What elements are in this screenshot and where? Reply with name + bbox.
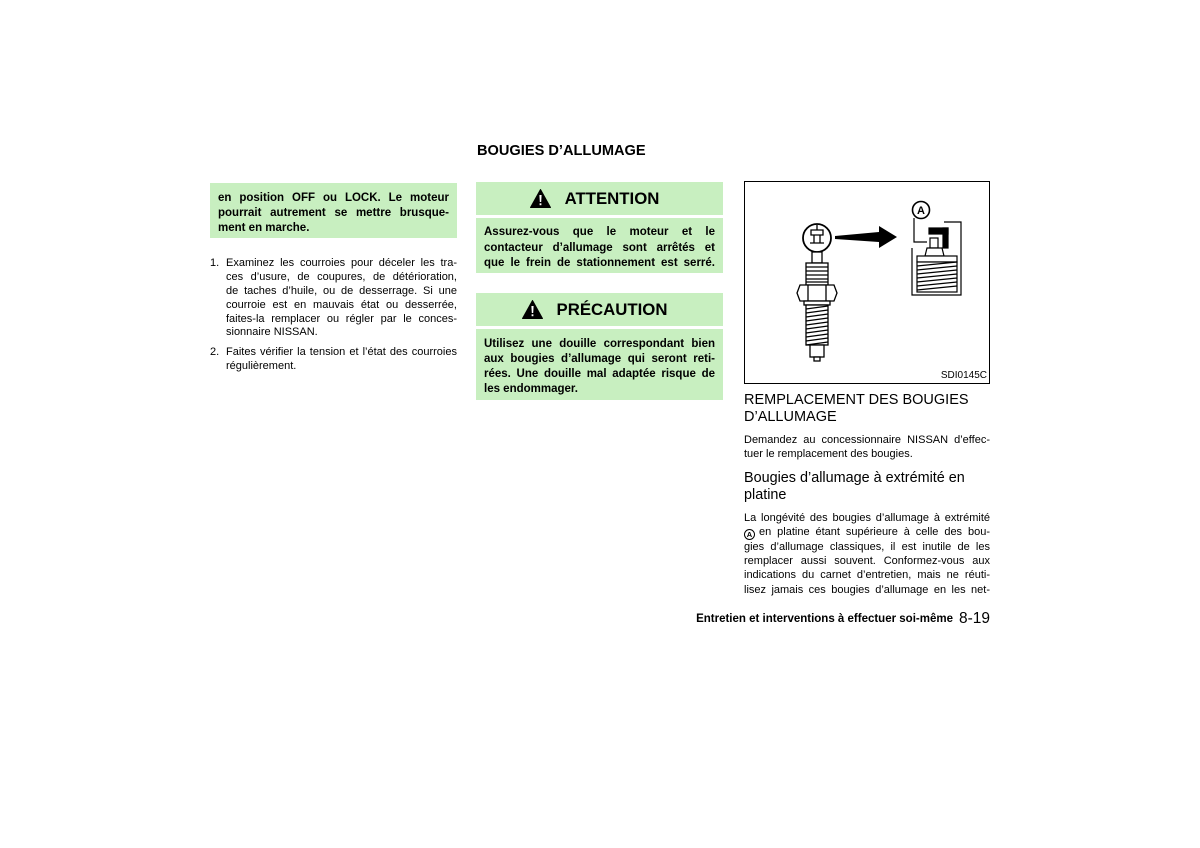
list-item: [210, 257, 457, 340]
paragraph-line: indications du carnet d’entretien, mais ne réuti-: [744, 569, 990, 582]
list-item-line: ces d’usure, de coupures, de détérioration,: [226, 270, 457, 283]
intro-line: tuer le remplacement des bougies.: [744, 448, 913, 461]
arrow-icon: [835, 226, 897, 248]
list-item-line: courroie est en mauvais état ou desserrée,: [226, 298, 457, 311]
intro-line: Demandez au concessionnaire NISSAN d’effec-: [744, 433, 990, 446]
list-marker: 2.: [210, 345, 220, 358]
center-electrode: [930, 238, 938, 248]
zoomed-plug-tip: [917, 228, 957, 292]
paragraph-line-text: en platine étant supérieure à celle des bou-: [759, 526, 990, 539]
warning-exclamation-dot: [539, 203, 541, 205]
page-number: 8-19: [958, 610, 990, 627]
subheading-line: platine: [744, 486, 787, 503]
plug-electrode: [814, 357, 820, 361]
plug-terminal-neck: [812, 252, 822, 263]
paragraph-line: lisez jamais ces bougies d’allumage en les net-: [744, 583, 990, 596]
paragraph-line: La longévité des bougies d’allumage à extrémité: [744, 511, 990, 524]
precaution-body: [476, 329, 723, 400]
subheading-line: Bougies d’allumage à extrémité en: [744, 469, 965, 486]
list-marker: 1.: [210, 257, 220, 269]
list-item-line: régulièrement.: [226, 359, 297, 372]
note-line: ment en marche.: [218, 221, 310, 234]
callout-a-badge: A: [744, 529, 755, 540]
list-item-line: faites-la remplacer ou régler par le conces-: [226, 312, 457, 325]
precaution-line: rées. Une douille mal adaptée risque de: [484, 367, 715, 380]
precaution-title: PRÉCAUTION: [556, 299, 668, 319]
section-heading-line: REMPLACEMENT DES BOUGIES: [744, 391, 969, 408]
page-title: BOUGIES D’ALLUMAGE: [477, 143, 646, 159]
list-item-line: de taches d’huile, ou de desserrage. Si une: [226, 284, 457, 297]
shell-top: [917, 256, 957, 262]
list-item-line: sionnaire NISSAN.: [226, 326, 318, 339]
precaution-header: [476, 293, 723, 326]
section-heading: [744, 392, 990, 426]
platinum-tip-paragraph: [744, 511, 990, 597]
paragraph-line: remplacer aussi souvent. Conformez-vous aux: [744, 554, 990, 567]
footer-section-title: Entretien et interventions à effectuer soi-même: [696, 613, 953, 625]
warning-triangle-icon: [522, 300, 543, 319]
paragraph-line: gies d’allumage classiques, il est inutile de les: [744, 540, 990, 553]
maintenance-steps-list: [210, 257, 457, 379]
insulator-tip: [925, 248, 944, 256]
page-footer: [696, 610, 990, 628]
warning-triangle-icon: [530, 189, 551, 208]
subheading: [744, 470, 990, 504]
warning-exclamation-dot: [531, 314, 533, 316]
attention-line: que le frein de stationnement est serré.: [484, 257, 715, 269]
precaution-line: les endommager.: [484, 382, 578, 395]
callout-leader-line: [914, 218, 927, 242]
spark-plug-figure: [744, 181, 990, 384]
figure-callout-label: A: [917, 205, 925, 217]
list-item-line: Examinez les courroies pour déceler les tra-: [226, 257, 457, 269]
note-box: [210, 183, 457, 238]
precaution-line: Utilisez une douille correspondant bien: [484, 337, 715, 350]
list-item-line: Faites vérifier la tension et l’état des courroies: [226, 345, 457, 358]
figure-code: SDI0145C: [940, 370, 987, 381]
note-line: en position OFF ou LOCK. Le moteur: [218, 191, 449, 204]
plug-hex-nut: [797, 285, 837, 301]
attention-body: [476, 218, 723, 273]
attention-line: contacteur d’allumage sont arrêtés et: [484, 241, 715, 254]
paragraph-line: [744, 525, 990, 539]
attention-line: Assurez-vous que le moteur et le: [484, 226, 715, 238]
spark-plug-illustration: [745, 182, 989, 383]
plug-tip: [810, 345, 824, 357]
attention-header: [476, 182, 723, 215]
intro-paragraph: [744, 433, 990, 463]
list-item: [210, 346, 457, 374]
attention-title: ATTENTION: [564, 188, 660, 208]
section-heading-line: D’ALLUMAGE: [744, 408, 837, 425]
ground-electrode-side: [943, 228, 948, 248]
spark-plug-drawing: [797, 224, 837, 361]
note-line: pourrait autrement se mettre brusque-: [218, 206, 449, 219]
precaution-line: aux bougies d’allumage qui seront reti-: [484, 352, 715, 365]
